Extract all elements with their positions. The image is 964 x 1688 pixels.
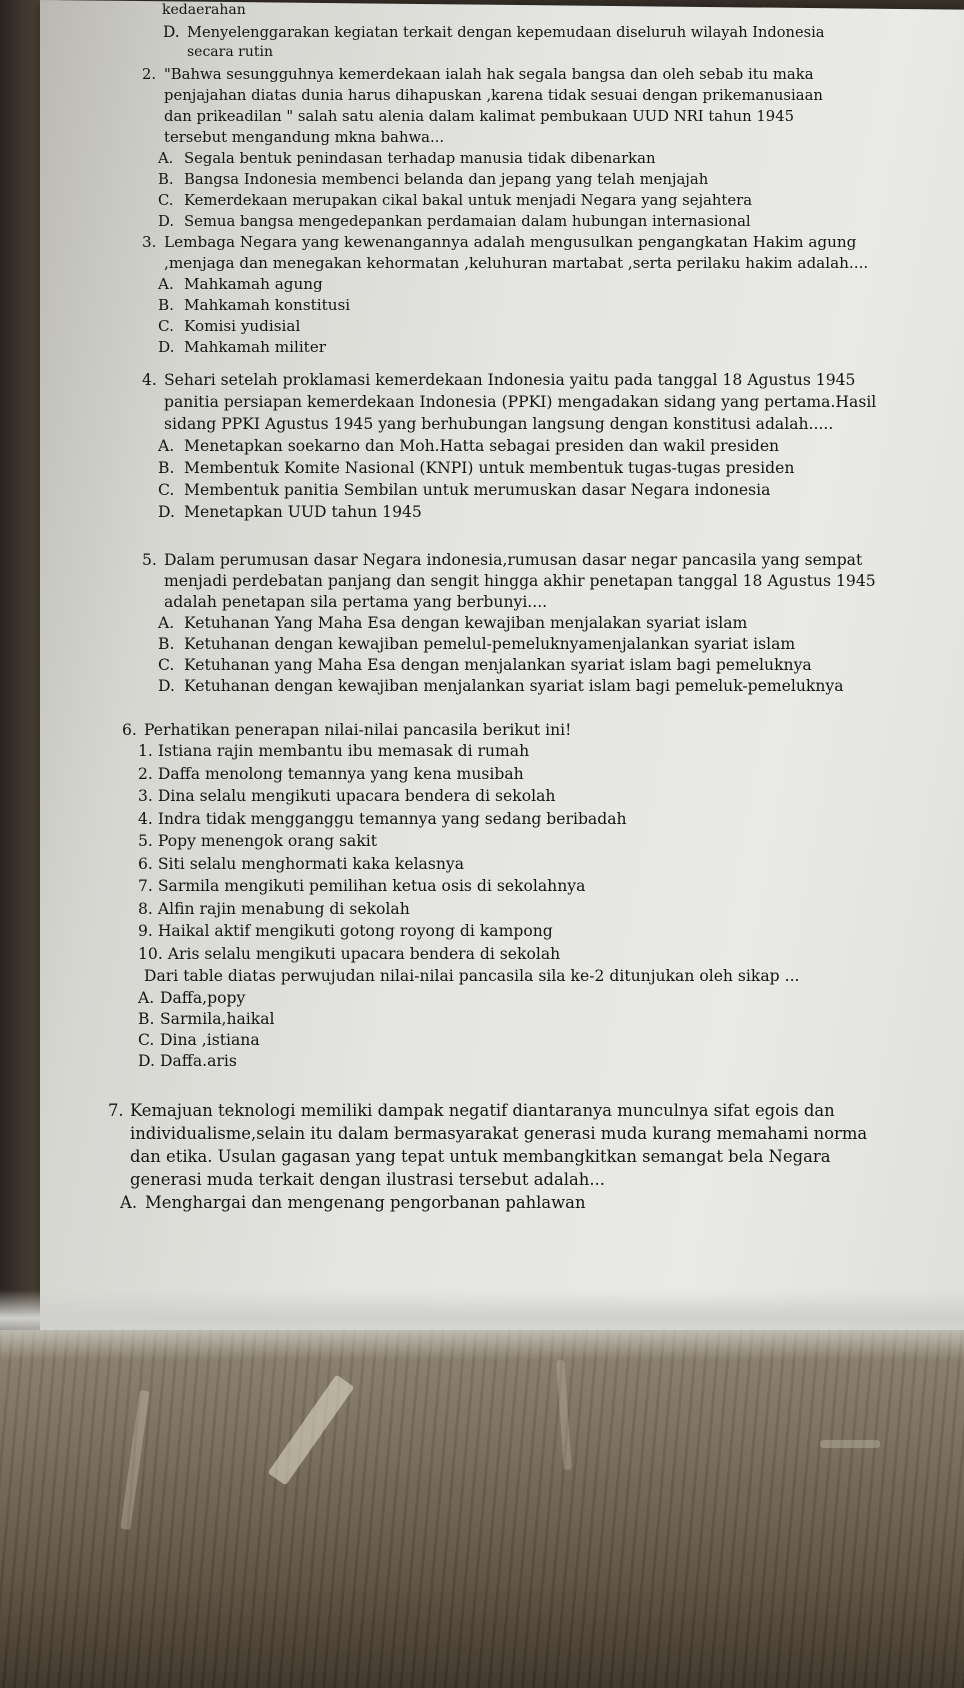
option-text: Daffa,popy [160, 989, 246, 1007]
option-label: D. [138, 1052, 155, 1070]
list-item: 5. Popy menengok orang sakit [138, 832, 378, 850]
question-text: menjadi perdebatan panjang dan sengit hingga akhir penetapan tanggal 18 Agustus 1945 [164, 572, 876, 590]
question-prompt: Dari table diatas perwujudan nilai-nilai pancasila sila ke-2 ditunjukan oleh sikap ... [144, 967, 800, 985]
question-text: penjajahan diatas dunia harus dihapuskan ,karena tidak sesuai dengan prikemanusiaan [164, 87, 823, 104]
question-text: individualisme,selain itu dalam bermasyarakat generasi muda kurang memahami norma [130, 1124, 868, 1143]
option-text: Dina ,istiana [160, 1031, 260, 1049]
option-label: C. [158, 656, 175, 674]
wood-streak [820, 1440, 880, 1448]
question-text: sidang PPKI Agustus 1945 yang berhubungan langsung dengan konstitusi adalah..... [164, 415, 834, 433]
question-number: 5. [142, 551, 157, 569]
question-text: dan prikeadilan " salah satu alenia dalam kalimat pembukaan UUD NRI tahun 1945 [164, 108, 795, 125]
wood-streak [268, 1375, 355, 1486]
list-item: 8. Alfin rajin menabung di sekolah [138, 899, 410, 918]
list-item: 6. Siti selalu menghormati kaka kelasnya [138, 854, 464, 873]
option-text-continued: secara rutin [187, 44, 273, 60]
option-label: D. [158, 503, 175, 521]
list-item: 9. Haikal aktif mengikuti gotong royong di kampong [138, 922, 553, 940]
option-label: A. [138, 989, 155, 1007]
option-label: B. [158, 171, 174, 188]
option-label: D. [163, 23, 180, 41]
option-text: Sarmila,haikal [160, 1010, 275, 1028]
option-text: Ketuhanan yang Maha Esa dengan menjalankan syariat islam bagi pemeluknya [184, 656, 812, 674]
option-text: Komisi yudisial [184, 317, 301, 335]
question-number: 7. [108, 1101, 124, 1120]
option-text: Mahkamah militer [184, 338, 327, 356]
option-text: Kemerdekaan merupakan cikal bakal untuk menjadi Negara yang sejahtera [184, 192, 753, 209]
question-text: panitia persiapan kemerdekaan Indonesia (PPKI) mengadakan sidang yang pertama.Hasil [164, 393, 877, 411]
option-text: Segala bentuk penindasan terhadap manusia tidak dibenarkan [184, 150, 656, 167]
question-text: adalah penetapan sila pertama yang berbunyi.... [164, 593, 548, 611]
question-number: 6. [122, 721, 137, 739]
question-text: Kemajuan teknologi memiliki dampak negatif diantaranya munculnya sifat egois dan [130, 1101, 835, 1120]
list-item: 10. Aris selalu mengikuti upacara bendera di sekolah [138, 944, 561, 963]
list-item: 2. Daffa menolong temannya yang kena musibah [138, 764, 524, 783]
option-text: Ketuhanan dengan kewajiban menjalankan syariat islam bagi pemeluk-pemeluknya [184, 677, 844, 695]
option-label: C. [158, 481, 175, 499]
option-label: B. [158, 635, 175, 653]
wooden-table [0, 1330, 964, 1688]
question-text: Lembaga Negara yang kewenangannya adalah mengusulkan pengangkatan Hakim agung [164, 233, 857, 251]
option-label: B. [158, 296, 174, 314]
header-fragment: kedaerahan [162, 2, 246, 18]
option-label: C. [138, 1031, 155, 1049]
option-text: Bangsa Indonesia membenci belanda dan jepang yang telah menjajah [184, 171, 709, 188]
question-text: Sehari setelah proklamasi kemerdekaan Indonesia yaitu pada tanggal 18 Agustus 1945 [164, 371, 856, 389]
option-label: A. [120, 1193, 138, 1212]
question-text: "Bahwa sesungguhnya kemerdekaan ialah hak segala bangsa dan oleh sebab itu maka [164, 66, 814, 83]
wood-streak [556, 1360, 572, 1470]
list-item: 3. Dina selalu mengikuti upacara bendera di sekolah [138, 787, 556, 805]
option-text: Membentuk panitia Sembilan untuk merumuskan dasar Negara indonesia [184, 481, 771, 499]
option-label: B. [138, 1010, 155, 1028]
option-label: A. [158, 437, 175, 455]
question-text: ,menjaga dan menegakan kehormatan ,keluhuran martabat ,serta perilaku hakim adalah.... [164, 254, 869, 272]
question-text: tersebut mengandung mkna bahwa... [164, 129, 445, 146]
option-text: Ketuhanan dengan kewajiban pemelul-pemeluknyamenjalankan syariat islam [184, 635, 796, 653]
option-text: Menghargai dan mengenang pengorbanan pahlawan [145, 1193, 586, 1212]
option-label: A. [158, 275, 174, 293]
option-text: Mahkamah konstitusi [184, 296, 351, 314]
option-text: Menetapkan UUD tahun 1945 [184, 503, 422, 521]
option-text: Mahkamah agung [184, 275, 323, 293]
question-number: 4. [142, 371, 157, 389]
list-item: 7. Sarmila mengikuti pemilihan ketua osis di sekolahnya [138, 877, 586, 895]
option-label: B. [158, 459, 175, 477]
question-text: Perhatikan penerapan nilai-nilai pancasila berikut ini! [144, 721, 572, 739]
option-label: D. [158, 213, 175, 230]
option-label: D. [158, 677, 175, 695]
option-text: Ketuhanan Yang Maha Esa dengan kewajiban menjalakan syariat islam [184, 614, 748, 632]
option-label: A. [158, 614, 175, 632]
option-label: A. [158, 150, 174, 167]
question-text: dan etika. Usulan gagasan yang tepat untuk membangkitkan semangat bela Negara [130, 1147, 831, 1166]
question-text: Dalam perumusan dasar Negara indonesia,rumusan dasar negar pancasila yang sempat [164, 551, 863, 569]
option-text: Menetapkan soekarno dan Moh.Hatta sebagai presiden dan wakil presiden [184, 437, 780, 455]
option-label: C. [158, 192, 174, 209]
option-text: Semua bangsa mengedepankan perdamaian dalam hubungan internasional [184, 213, 751, 230]
question-number: 2. [142, 66, 157, 83]
option-text: Daffa.aris [160, 1052, 237, 1070]
list-item: 1. Istiana rajin membantu ibu memasak di rumah [138, 742, 530, 760]
list-item: 4. Indra tidak mengganggu temannya yang sedang beribadah [138, 809, 627, 828]
option-label: D. [158, 338, 175, 356]
option-label: C. [158, 317, 174, 335]
option-text: Menyelenggarakan kegiatan terkait dengan kepemudaan diseluruh wilayah Indonesia [187, 24, 825, 41]
option-text: Membentuk Komite Nasional (KNPI) untuk membentuk tugas-tugas presiden [184, 459, 795, 477]
question-text: generasi muda terkait dengan ilustrasi tersebut adalah... [130, 1170, 605, 1189]
wood-streak [120, 1390, 149, 1530]
question-number: 3. [142, 233, 157, 251]
